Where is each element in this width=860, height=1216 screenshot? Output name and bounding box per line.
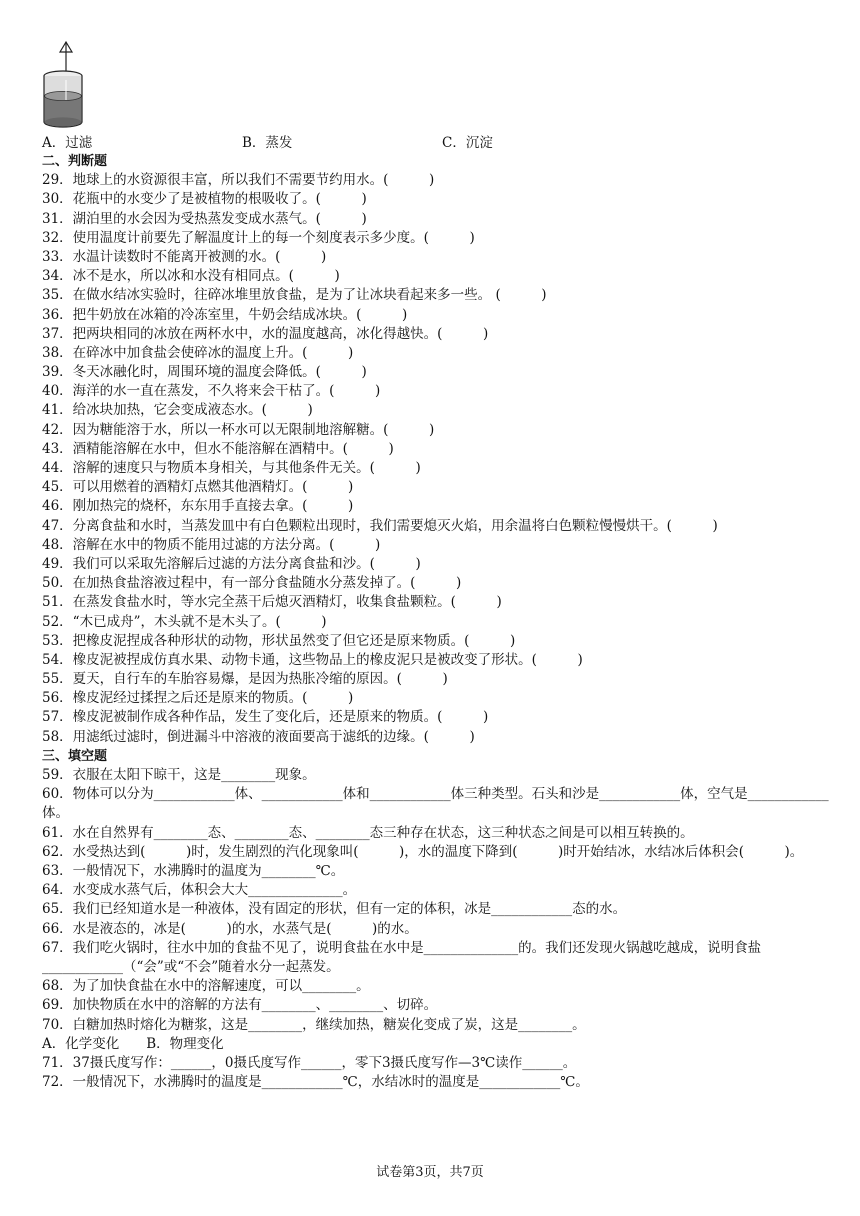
judge-item: 39．冬天冰融化时，周围环境的温度会降低。( ) <box>42 364 367 381</box>
judge-item: 42．因为糖能溶于水，所以一杯水可以无限制地溶解糖。( ) <box>42 421 435 438</box>
fill-item: 70．白糖加热时熔化为糖浆，这是________，继续加热，糖炭化变成了炭，这是________。 <box>42 1016 586 1033</box>
page-footer: 试卷第3页，共7页 <box>376 1165 484 1180</box>
judge-item: 54．橡皮泥被捏成仿真水果、动物卡通，这些物品上的橡皮泥只是被改变了形状。( ) <box>42 651 583 668</box>
judge-item: 40．海洋的水一直在蒸发，不久将来会干枯了。( ) <box>42 383 381 400</box>
beaker-figure <box>40 40 86 132</box>
fill-item: 72．一般情况下，水沸腾时的温度是____________℃，水结冰时的温度是____________℃。 <box>42 1074 589 1091</box>
judge-item: 37．把两块相同的冰放在两杯水中，水的温度越高，冰化得越快。( ) <box>42 325 489 342</box>
judge-item: 52．“木已成舟”，木头就不是木头了。( ) <box>42 613 327 630</box>
fill-item: 67．我们吃火锅时，往水中加的食盐不见了，说明食盐在水中是______________的。我们还发现火锅越吃越成，说明食盐____________（“会”或“不会”随着水分一起蒸发。 <box>42 939 762 975</box>
fill-item: 66．水是液态的，冰是( )的水，水蒸气是( )的水。 <box>42 920 418 937</box>
fill-item: 64．水变成水蒸气后，体积会大大______________。 <box>42 882 357 899</box>
fill-item-options: A．化学变化 B．物理变化 <box>42 1035 224 1052</box>
judge-item: 50．在加热食盐溶液过程中，有一部分食盐随水分蒸发掉了。( ) <box>42 575 462 592</box>
section-title-fill: 三、填空题 <box>42 748 108 764</box>
judge-item: 51．在蒸发食盐水时，等水完全蒸干后熄灭酒精灯，收集食盐颗粒。( ) <box>42 594 502 611</box>
fill-item: 62．水受热达到( )时，发生剧烈的汽化现象叫( )，水的温度下降到( )时开始结冰，水结冰后体积会( )。 <box>42 843 804 860</box>
judge-item: 46．刚加热完的烧杯，东东用手直接去拿。( ) <box>42 498 354 515</box>
judge-item: 53．把橡皮泥捏成各种形状的动物，形状虽然变了但它还是原来物质。( ) <box>42 632 516 649</box>
judge-item: 58．用滤纸过滤时，倒进漏斗中溶液的液面要高于滤纸的边缘。( ) <box>42 728 475 745</box>
judge-item: 36．把牛奶放在冰箱的冷冻室里，牛奶会结成冰块。( ) <box>42 306 408 323</box>
fill-item: 69．加快物质在水中的溶解的方法有________、________、切碎。 <box>42 997 438 1014</box>
fill-item: 59．衣服在太阳下晾干，这是________现象。 <box>42 767 316 783</box>
judge-item: 45．可以用燃着的酒精灯点燃其他酒精灯。( ) <box>42 479 354 496</box>
fill-item: 60．物体可以分为____________体、____________体和____________体三种类型。石头和沙是____________体，空气是____________体。 <box>42 786 829 822</box>
judge-item: 29．地球上的水资源很丰富，所以我们不需要节约用水。( ) <box>42 172 435 189</box>
fill-item: 65．我们已经知道水是一种液体，没有固定的形状，但有一定的体积，冰是____________态的水。 <box>42 901 627 918</box>
judge-item: 57．橡皮泥被制作成各种作品，发生了变化后，还是原来的物质。( ) <box>42 709 489 726</box>
fill-item: 63．一般情况下，水沸腾时的温度为________℃。 <box>42 862 345 879</box>
section-title-judge: 二、判断题 <box>42 154 108 169</box>
judge-item: 55．夏天，自行车的车胎容易爆，是因为热胀冷缩的原因。( ) <box>42 671 448 688</box>
option-c: C．沉淀 <box>442 135 493 151</box>
judge-item: 34．冰不是水，所以冰和水没有相同点。( ) <box>42 268 340 285</box>
judge-item: 56．橡皮泥经过揉捏之后还是原来的物质。( ) <box>42 690 354 707</box>
fill-item: 71．37摄氏度写作：______，0摄氏度写作______，零下3摄氏度写作—3℃读作______。 <box>42 1054 577 1071</box>
judge-item: 33．水温计读数时不能离开被测的水。( ) <box>42 248 327 265</box>
judge-item: 49．我们可以采取先溶解后过滤的方法分离食盐和沙。( ) <box>42 555 421 572</box>
judge-item: 35．在做水结冰实验时，往碎冰堆里放食盐，是为了让冰块看起来多一些。 ( ) <box>42 287 547 304</box>
option-a: A．过滤 <box>42 135 93 151</box>
judge-item: 41．给冰块加热，它会变成液态水。( ) <box>42 402 313 419</box>
judge-item: 44．溶解的速度只与物质本身相关，与其他条件无关。( ) <box>42 460 421 476</box>
option-b: B．蒸发 <box>242 135 293 151</box>
judge-item: 30．花瓶中的水变少了是被植物的根吸收了。( ) <box>42 191 367 208</box>
judge-item: 48．溶解在水中的物质不能用过滤的方法分离。( ) <box>42 536 381 553</box>
judge-item: 38．在碎冰中加食盐会使碎冰的温度上升。( ) <box>42 344 354 361</box>
judge-item: 43．酒精能溶解在水中，但水不能溶解在酒精中。( ) <box>42 440 394 457</box>
exam-content <box>42 152 832 1092</box>
judge-item: 32．使用温度计前要先了解温度计上的每一个刻度表示多少度。( ) <box>42 229 475 246</box>
judge-item: 47．分离食盐和水时，当蒸发皿中有白色颗粒出现时，我们需要熄灭火焰，用余温将白色颗粒慢慢烘干。( ) <box>42 517 718 534</box>
judge-item: 31．湖泊里的水会因为受热蒸发变成水蒸气。( ) <box>42 210 367 227</box>
fill-item: 68．为了加快食盐在水中的溶解速度，可以________。 <box>42 978 370 995</box>
fill-item: 61．水在自然界有________态、________态、________态三种存在状态，这三种状态之间是可以相互转换的。 <box>42 824 694 841</box>
